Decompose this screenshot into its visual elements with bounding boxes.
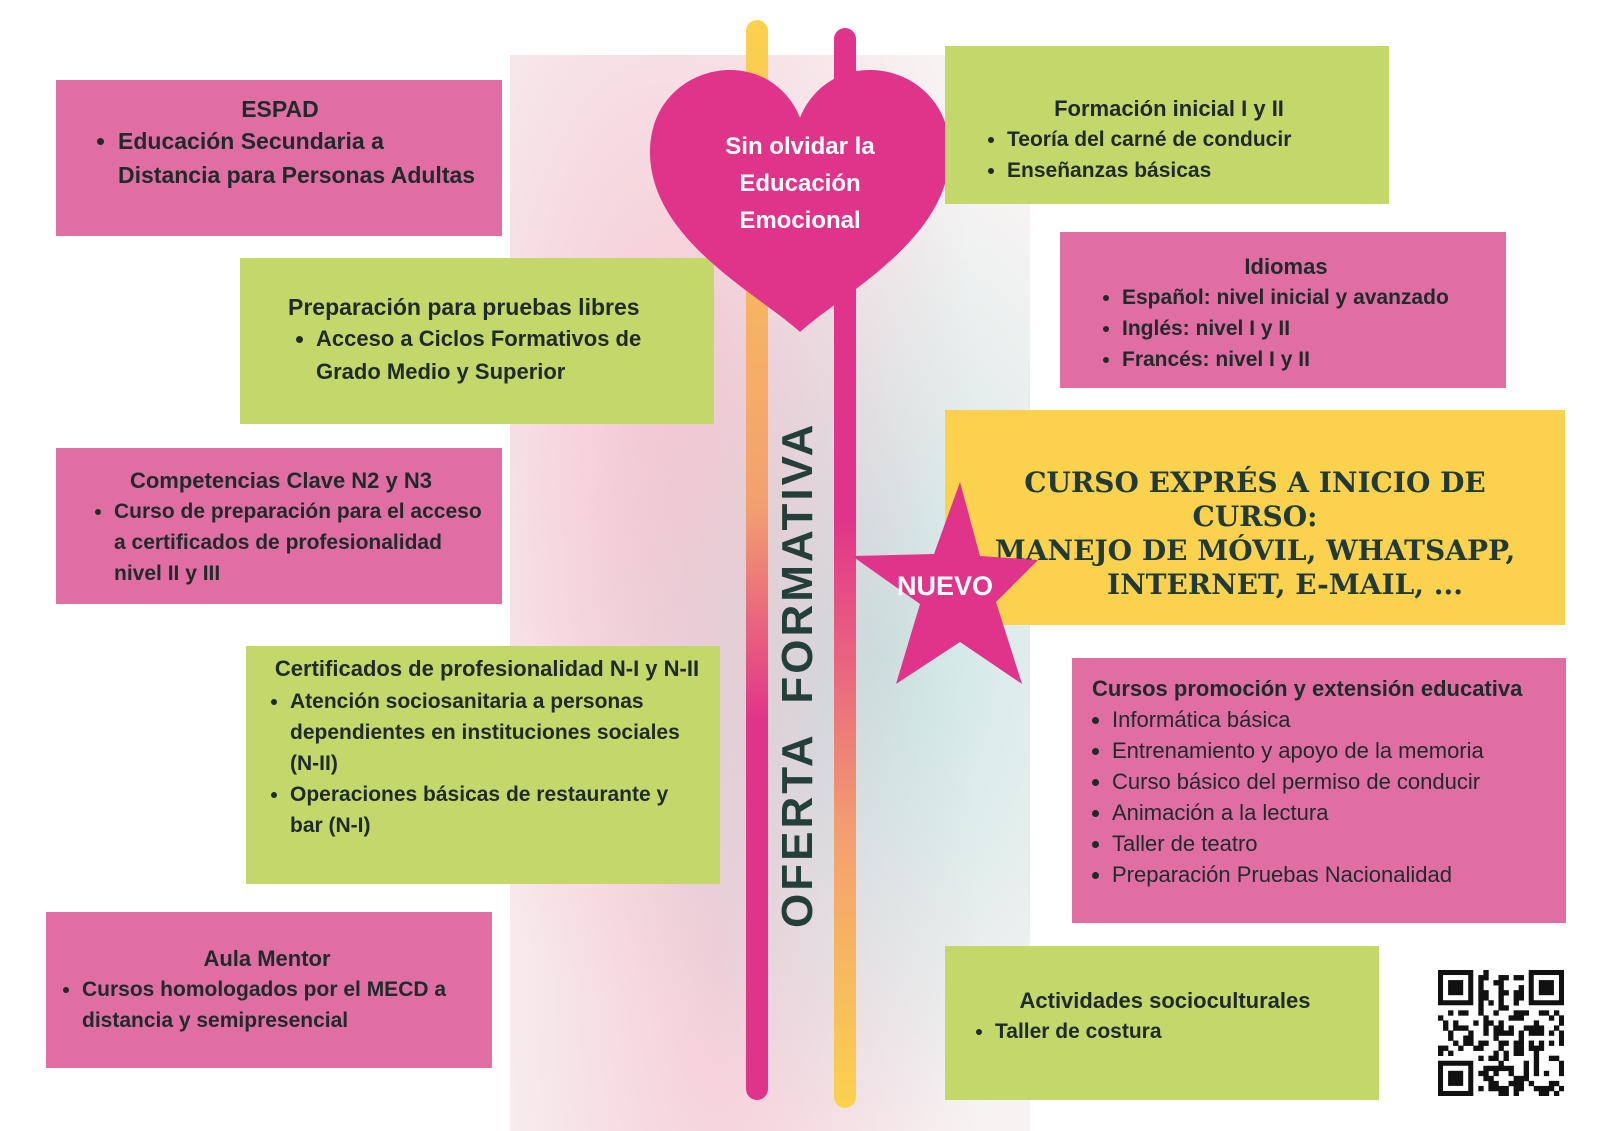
actividades-list xyxy=(965,1016,1365,1047)
certificados-title: Certificados de profesionalidad N-I y N-II xyxy=(274,656,700,681)
cursos-box xyxy=(1072,658,1566,923)
actividades-item: • Taller de costura xyxy=(995,1016,1365,1047)
idiomas-item-3: • Francés: nivel I y II xyxy=(1122,344,1492,375)
formacion-title: Formación inicial I y II xyxy=(1054,96,1284,121)
cursos-item-4: • Animación a la lectura xyxy=(1112,797,1558,828)
aula-mentor-title: Aula Mentor xyxy=(203,946,331,971)
competencias-list xyxy=(78,496,484,589)
aula-mentor-list xyxy=(56,974,478,1036)
express-line-3: INTERNET, E-MAIL, ... xyxy=(1106,568,1464,601)
heart-text xyxy=(690,128,910,239)
heart-badge xyxy=(650,70,950,335)
heart-line-1: Sin olvidar la xyxy=(725,133,875,160)
heart-line-2: Educación xyxy=(739,170,861,197)
formacion-item-2: • Enseñanzas básicas xyxy=(1007,155,1373,186)
nuevo-star xyxy=(852,478,1038,688)
qr-code-icon xyxy=(1438,970,1564,1096)
idiomas-item-2: • Inglés: nivel I y II xyxy=(1122,313,1492,344)
express-course-text xyxy=(965,466,1545,602)
certificados-item-1: • Atención sociosanitaria a personas dependientes en instituciones sociales (N-II) xyxy=(290,686,704,779)
heart-line-3: Emocional xyxy=(739,207,861,234)
pruebas-title: Preparación para pruebas libres xyxy=(288,294,640,320)
express-line-2: MANEJO DE MÓVIL, WHATSAPP, xyxy=(994,534,1516,567)
aula-mentor-box xyxy=(46,912,492,1068)
certificados-box xyxy=(246,646,720,884)
actividades-title: Actividades socioculturales xyxy=(1019,988,1311,1013)
pruebas-item: • Acceso a Ciclos Formativos de Grado Medio y Superior xyxy=(316,322,694,388)
idiomas-box xyxy=(1060,232,1506,388)
express-line-1: CURSO EXPRÉS A INICIO DE CURSO: xyxy=(1024,466,1486,533)
aula-mentor-item: • Cursos homologados por el MECD a distancia y semipresencial xyxy=(82,974,478,1036)
competencias-box xyxy=(56,448,502,604)
espad-title: ESPAD xyxy=(241,96,319,122)
actividades-box xyxy=(945,946,1379,1100)
cursos-item-2: • Entrenamiento y apoyo de la memoria xyxy=(1112,735,1558,766)
vertical-title: OFERTA FORMATIVA xyxy=(773,421,822,929)
star-label: NUEVO xyxy=(896,571,994,601)
cursos-item-5: • Taller de teatro xyxy=(1112,828,1558,859)
idiomas-title: Idiomas xyxy=(1244,254,1328,279)
certificados-list xyxy=(270,686,704,841)
espad-list xyxy=(78,124,482,192)
express-course-box xyxy=(945,410,1565,625)
cursos-title: Cursos promoción y extensión educativa xyxy=(1092,676,1523,701)
formacion-list xyxy=(965,124,1373,186)
cursos-item-6: • Preparación Pruebas Nacionalidad xyxy=(1112,859,1558,890)
certificados-item-2: • Operaciones básicas de restaurante y bar (N-I) xyxy=(290,779,704,841)
competencias-title: Competencias Clave N2 y N3 xyxy=(129,468,433,493)
espad-box xyxy=(56,80,502,236)
formacion-item-1: • Teoría del carné de conducir xyxy=(1007,124,1373,155)
cursos-list xyxy=(1092,704,1558,890)
pruebas-list xyxy=(266,322,694,388)
pruebas-box xyxy=(240,258,714,424)
cursos-item-1: • Informática básica xyxy=(1112,704,1558,735)
espad-item: • Educación Secundaria a Distancia para Personas Adultas xyxy=(118,124,482,192)
idiomas-item-1: • Español: nivel inicial y avanzado xyxy=(1122,282,1492,313)
cursos-item-3: • Curso básico del permiso de conducir xyxy=(1112,766,1558,797)
formacion-box xyxy=(945,46,1389,204)
qr-code[interactable] xyxy=(1438,970,1564,1096)
idiomas-list xyxy=(1080,282,1492,375)
competencias-item: • Curso de preparación para el acceso a certificados de profesionalidad nivel II y III xyxy=(114,496,484,589)
